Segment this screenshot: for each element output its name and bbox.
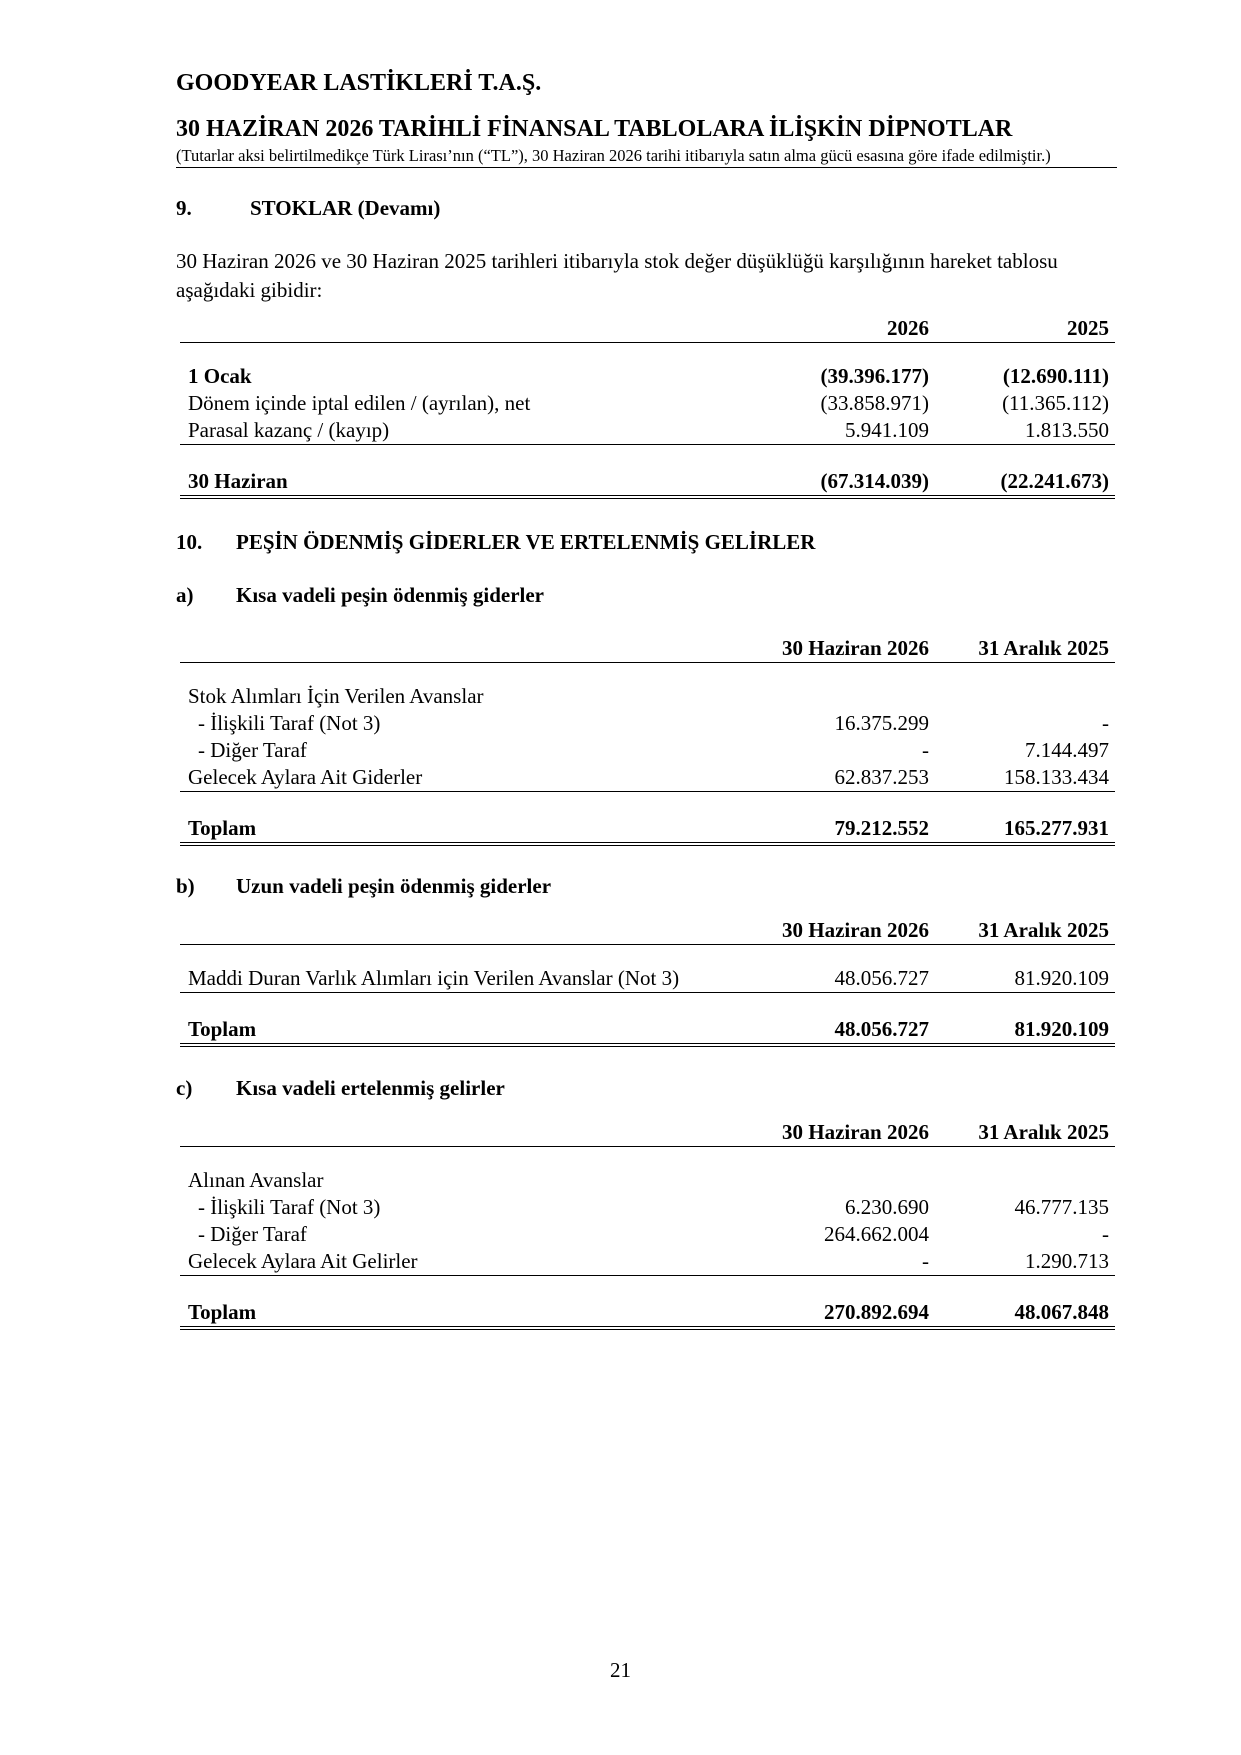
table-row (180, 965, 1115, 993)
total-label: Toplam (180, 1013, 760, 1045)
row-value: - (922, 738, 929, 762)
row-value (760, 683, 935, 710)
row-value: 264.662.004 (824, 1222, 929, 1246)
row-label: - Diğer Taraf (198, 1222, 307, 1246)
document-subtitle: (Tutarlar aksi belirtilmedikçe Türk Lirası’nın (“TL”), 30 Haziran 2026 tarihi itibarıyla satın alma gücü esasına göre ifade edilmiştir.) (176, 146, 1051, 165)
table-row (180, 1194, 1115, 1221)
row-label: Alınan Avanslar (188, 1168, 324, 1192)
short-term-prepaid-expenses-table (180, 630, 1115, 846)
row-value (935, 683, 1115, 710)
column-header: 30 Haziran 2026 (760, 630, 935, 663)
subsection-b-title: Uzun vadeli peşin ödenmiş giderler (236, 874, 552, 898)
column-header: 31 Aralık 2025 (935, 912, 1115, 945)
page-number: 21 (610, 1658, 631, 1682)
total-value: (67.314.039) (810, 465, 935, 497)
row-label: Parasal kazanç / (kayıp) (180, 417, 810, 445)
table-row (180, 710, 1115, 737)
section-9-title: STOKLAR (Devamı) (250, 196, 441, 220)
subsection-b-letter: b) (176, 874, 195, 898)
total-row (180, 465, 1115, 497)
row-label: - İlişkili Taraf (Not 3) (198, 1195, 381, 1219)
table-row (180, 1221, 1115, 1248)
row-label: Dönem içinde iptal edilen / (ayrılan), net (188, 391, 531, 415)
table-row (180, 417, 1115, 445)
total-value: 165.277.931 (935, 812, 1115, 844)
total-label: Toplam (180, 812, 760, 844)
table-row (180, 737, 1115, 764)
row-value (760, 1167, 935, 1194)
row-label: - İlişkili Taraf (Not 3) (198, 711, 381, 735)
column-header: 30 Haziran 2026 (760, 912, 935, 945)
row-value: 46.777.135 (1014, 1195, 1109, 1219)
section-9-number: 9. (176, 196, 192, 220)
table-header-row (180, 310, 1115, 343)
column-header: 31 Aralık 2025 (935, 1114, 1115, 1147)
row-value: 5.941.109 (810, 417, 935, 445)
header-divider (176, 167, 1117, 168)
table-header-row (180, 1114, 1115, 1147)
row-value: 16.375.299 (834, 711, 929, 735)
row-value: 62.837.253 (760, 764, 935, 792)
column-header: 31 Aralık 2025 (935, 630, 1115, 663)
total-value: (22.241.673) (935, 465, 1115, 497)
total-row (180, 1296, 1115, 1328)
row-value: 81.920.109 (935, 965, 1115, 993)
row-value: 1.813.550 (935, 417, 1115, 445)
row-value (935, 1167, 1115, 1194)
row-value: 1.290.713 (935, 1248, 1115, 1276)
row-label: Gelecek Aylara Ait Gelirler (180, 1248, 760, 1276)
column-header: 2025 (935, 310, 1115, 343)
row-value: 158.133.434 (935, 764, 1115, 792)
total-value: 48.056.727 (760, 1013, 935, 1045)
table-header-row (180, 630, 1115, 663)
table-row (180, 390, 1115, 417)
total-row (180, 812, 1115, 844)
row-value: (33.858.971) (820, 391, 929, 415)
row-value: - (1102, 1222, 1109, 1246)
row-value: 48.056.727 (760, 965, 935, 993)
long-term-prepaid-expenses-table (180, 912, 1115, 1047)
row-value: 6.230.690 (845, 1195, 929, 1219)
table-row (180, 764, 1115, 792)
total-value: 79.212.552 (760, 812, 935, 844)
table-row (180, 683, 1115, 710)
document-title: 30 HAZİRAN 2026 TARİHLİ FİNANSAL TABLOLARA İLİŞKİN DİPNOTLAR (176, 116, 1013, 142)
column-header: 2026 (810, 310, 935, 343)
company-name: GOODYEAR LASTİKLERİ T.A.Ş. (176, 70, 542, 96)
section-10-number: 10. (176, 530, 203, 554)
row-label: - Diğer Taraf (198, 738, 307, 762)
row-label: Stok Alımları İçin Verilen Avanslar (188, 684, 484, 708)
subsection-c-title: Kısa vadeli ertelenmiş gelirler (236, 1076, 505, 1100)
section-9-paragraph: 30 Haziran 2026 ve 30 Haziran 2025 tarihleri itibarıyla stok değer düşüklüğü karşılığının hareket tablosu aşağıdaki gibidir: (176, 249, 1058, 302)
row-value: (12.690.111) (1002, 364, 1109, 388)
row-label: Maddi Duran Varlık Alımları için Verilen Avanslar (Not 3) (180, 965, 760, 993)
total-value: 81.920.109 (935, 1013, 1115, 1045)
table-row (180, 1167, 1115, 1194)
total-row (180, 1013, 1115, 1045)
row-value: 7.144.497 (1025, 738, 1109, 762)
subsection-a-letter: a) (176, 583, 194, 607)
total-label: 30 Haziran (180, 465, 810, 497)
row-value: (11.365.112) (1002, 391, 1109, 415)
subsection-c-letter: c) (176, 1076, 193, 1100)
total-value: 48.067.848 (935, 1296, 1115, 1328)
row-value: (39.396.177) (820, 364, 929, 388)
column-header: 30 Haziran 2026 (760, 1114, 935, 1147)
table-row (180, 363, 1115, 390)
table-header-row (180, 912, 1115, 945)
subsection-a-title: Kısa vadeli peşin ödenmiş giderler (236, 583, 545, 607)
row-value: - (760, 1248, 935, 1276)
section-10-title: PEŞİN ÖDENMİŞ GİDERLER VE ERTELENMİŞ GELİRLER (236, 530, 816, 554)
row-label: 1 Ocak (188, 364, 252, 388)
total-value: 270.892.694 (760, 1296, 935, 1328)
total-label: Toplam (180, 1296, 760, 1328)
table-row (180, 1248, 1115, 1276)
row-label: Gelecek Aylara Ait Giderler (180, 764, 760, 792)
short-term-deferred-income-table (180, 1114, 1115, 1330)
inventory-impairment-table (180, 310, 1115, 499)
row-value: - (1102, 711, 1109, 735)
